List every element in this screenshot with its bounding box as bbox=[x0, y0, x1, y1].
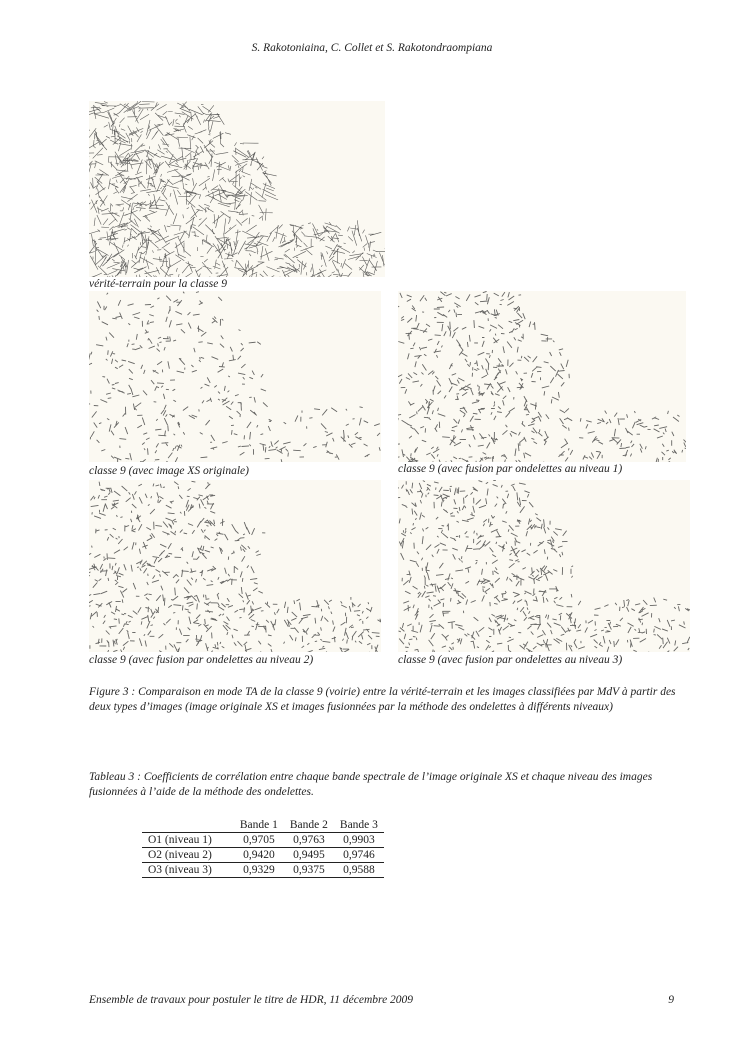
running-header: S. Rakotoniaina, C. Collet et S. Rakotondraompiana bbox=[251, 42, 493, 54]
correlation-table bbox=[142, 818, 384, 878]
table-header-cell: Bande 3 bbox=[334, 818, 384, 833]
table-cell: 0,9420 bbox=[234, 848, 284, 863]
panel-caption-xs-original: classe 9 (avec image XS originale) bbox=[89, 465, 249, 477]
map-texture bbox=[89, 480, 381, 652]
panel-caption-ground-truth: vérité-terrain pour la classe 9 bbox=[89, 278, 227, 290]
table-caption: Tableau 3 : Coefficients de corrélation entre chaque bande spectrale de l’image originale XS et chaque niveau des images fusionnées à l’aide de la méthode des ondelettes. bbox=[89, 771, 653, 798]
page-footer: Ensemble de travaux pour postuler le titre de HDR, 11 décembre 2009 bbox=[89, 994, 414, 1006]
map-texture bbox=[398, 480, 690, 652]
table-header-row bbox=[142, 818, 384, 833]
panel-caption-level3: classe 9 (avec fusion par ondelettes au niveau 3) bbox=[398, 654, 623, 666]
table-cell: 0,9746 bbox=[334, 848, 384, 863]
table-cell: 0,9495 bbox=[284, 848, 334, 863]
panel-caption-level1: classe 9 (avec fusion par ondelettes au niveau 1) bbox=[398, 463, 623, 475]
table-cell: 0,9588 bbox=[334, 863, 384, 878]
table-cell: 0,9705 bbox=[234, 833, 284, 848]
classified-xs-original-image bbox=[89, 291, 381, 462]
table-row bbox=[142, 863, 384, 878]
classified-wavelet-level2-image bbox=[89, 480, 381, 652]
classified-wavelet-level3-image bbox=[398, 480, 690, 652]
road-strokes bbox=[89, 101, 385, 277]
map-texture bbox=[89, 101, 385, 277]
road-strokes bbox=[398, 480, 690, 652]
map-texture bbox=[398, 291, 686, 462]
table-header-cell bbox=[142, 818, 234, 833]
classified-wavelet-level1-image bbox=[398, 291, 686, 462]
table-header-cell: Bande 1 bbox=[234, 818, 284, 833]
map-texture bbox=[89, 291, 381, 462]
road-strokes bbox=[89, 292, 380, 462]
table-cell: 0,9903 bbox=[334, 833, 384, 848]
page-number: 9 bbox=[668, 994, 674, 1006]
figure-caption: Figure 3 : Comparaison en mode TA de la classe 9 (voirie) entre la vérité-terrain et les images classifiées par MdV à partir des deux types d’images (image originale XS et images fusionnées par la méthode des ondelettes à différents niveaux) bbox=[89, 686, 676, 713]
table-cell: 0,9375 bbox=[284, 863, 334, 878]
road-strokes bbox=[398, 291, 686, 462]
table-header-cell: Bande 2 bbox=[284, 818, 334, 833]
road-strokes bbox=[89, 481, 381, 652]
table-cell: 0,9329 bbox=[234, 863, 284, 878]
table-cell: 0,9763 bbox=[284, 833, 334, 848]
panel-caption-level2: classe 9 (avec fusion par ondelettes au niveau 2) bbox=[89, 654, 314, 666]
table-row-label: O1 (niveau 1) bbox=[142, 833, 234, 848]
table-row bbox=[142, 833, 384, 848]
table-row-label: O2 (niveau 2) bbox=[142, 848, 234, 863]
table-row-label: O3 (niveau 3) bbox=[142, 863, 234, 878]
table-row bbox=[142, 848, 384, 863]
ground-truth-map-image bbox=[89, 101, 385, 277]
